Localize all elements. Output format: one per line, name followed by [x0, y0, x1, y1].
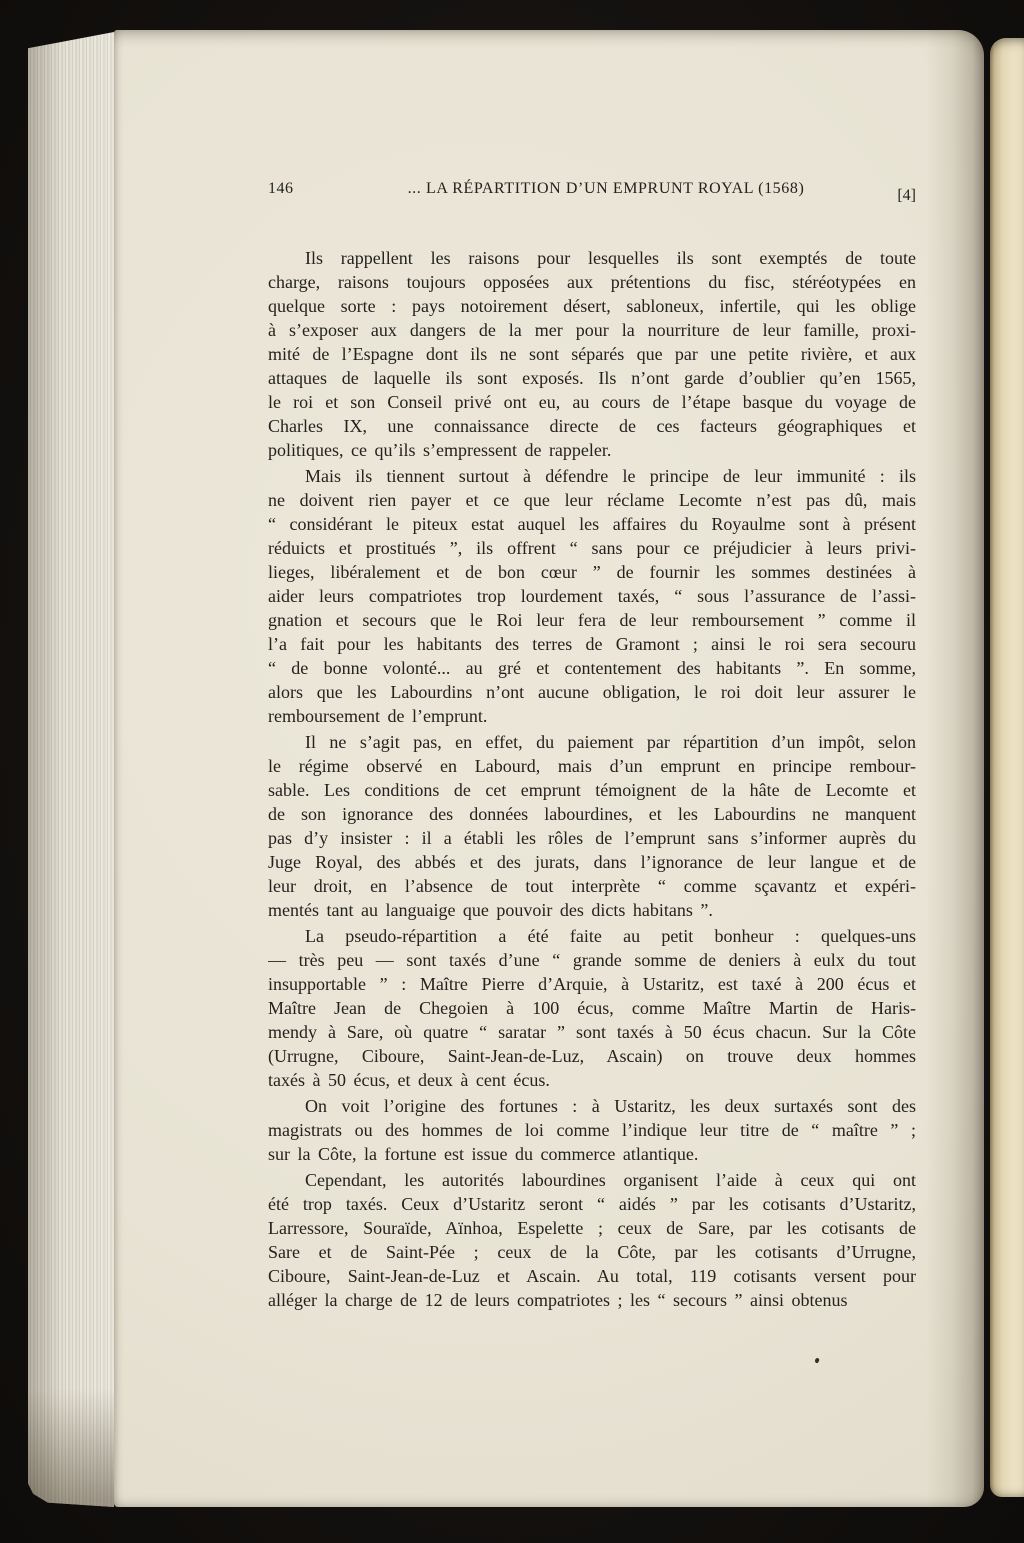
text-line: sable. Les conditions de cet emprunt témoignent de la hâte de Lecomte et [268, 780, 916, 800]
book-page [114, 30, 984, 1507]
text-line: charge, raisons toujours opposées aux prétentions du fisc, stéréotypées en [268, 272, 916, 292]
text-line: leur droit, en l’absence de tout interprète “ comme sçavantz et expéri- [268, 876, 916, 896]
text-line: “ de bonne volonté... au gré et contentement des habitants ”. En somme, [268, 658, 916, 678]
text-line: réduicts et prostitués ”, ils offrent “ sans pour ce préjudicier à leurs privi- [268, 538, 916, 558]
page-fore-edge-stack [28, 32, 114, 1507]
running-title: ... LA RÉPARTITION D’UN EMPRUNT ROYAL (1568) [407, 180, 805, 197]
text-line: été trop taxés. Ceux d’Ustaritz seront “ aidés ” par les cotisants d’Ustaritz, [268, 1194, 916, 1214]
page-header [268, 180, 916, 204]
text-line: gnation et secours que le Roi leur fera de leur remboursement ” comme il [268, 610, 916, 630]
text-line: Ils rappellent les raisons pour lesquelles ils sont exemptés de toute [305, 248, 916, 268]
text-line: Sare et de Saint-Pée ; ceux de la Côte, par les cotisants d’Urrugne, [268, 1242, 916, 1262]
text-line: quelque sorte : pays notoirement désert, sabloneux, infertile, qui les oblige [268, 296, 916, 316]
text-line: “ considérant le piteux estat auquel les affaires du Royaulme sont à présent [268, 514, 916, 534]
text-line: à s’exposer aux dangers de la mer pour la nourriture de leur famille, proxi- [268, 320, 916, 340]
text-line: remboursement de l’emprunt. [268, 706, 488, 726]
paragraph [268, 1094, 916, 1166]
text-line: Larressore, Souraïde, Aïnhoa, Espelette ; ceux de Sare, par les cotisants de [268, 1218, 916, 1238]
text-line: de son ignorance des données labourdines, et les Labourdins ne manquent [268, 804, 916, 824]
text-line: Mais ils tiennent surtout à défendre le principe de leur immunité : ils [305, 466, 916, 486]
text-line: ne doivent rien payer et ce que leur réclame Lecomte n’est pas dû, mais [268, 490, 916, 510]
text-line: (Urrugne, Ciboure, Saint-Jean-de-Luz, Ascain) on trouve deux hommes [268, 1046, 916, 1066]
text-line: mité de l’Espagne dont ils ne sont séparés que par une petite rivière, et aux [268, 344, 916, 364]
text-line: Charles IX, une connaissance directe de ces facteurs géographiques et [268, 416, 916, 436]
text-line: Juge Royal, des abbés et des jurats, dans l’ignorance de leur langue et de [268, 852, 916, 872]
text-line: alors que les Labourdins n’ont aucune obligation, le roi doit leur assurer le [268, 682, 916, 702]
text-line: Il ne s’agit pas, en effet, du paiement par répartition d’un impôt, selon [305, 732, 916, 752]
text-line: magistrats ou des hommes de loi comme l’indique leur titre de “ maître ” ; [268, 1120, 916, 1140]
facing-page-edge [990, 38, 1024, 1497]
text-line: On voit l’origine des fortunes : à Ustaritz, les deux surtaxés sont des [305, 1096, 916, 1116]
text-line: sur la Côte, la fortune est issue du commerce atlantique. [268, 1144, 699, 1164]
paragraph [268, 730, 916, 922]
text-line: aider leurs compatriotes trop lourdement taxés, “ sous l’assurance de l’assi- [268, 586, 916, 606]
paragraph [268, 246, 916, 462]
text-line: le régime observé en Labourd, mais d’un emprunt en principe rembour- [268, 756, 916, 776]
text-line: Maître Jean de Chegoien à 100 écus, comme Maître Martin de Haris- [268, 998, 916, 1018]
text-body [268, 246, 916, 1312]
text-line: Ciboure, Saint-Jean-de-Luz et Ascain. Au total, 119 cotisants versent pour [268, 1266, 916, 1286]
ink-speck [814, 1357, 820, 1363]
text-line: mendy à Sare, où quatre “ saratar ” sont taxés à 50 écus chacun. Sur la Côte [268, 1022, 916, 1042]
gutter-shadow [926, 30, 984, 1507]
text-line: politiques, ce qu’ils s’empressent de rappeler. [268, 440, 612, 460]
paragraph [268, 1168, 916, 1312]
text-line: insupportable ” : Maître Pierre d’Arquie, à Ustaritz, est taxé à 200 écus et [268, 974, 916, 994]
text-line: taxés à 50 écus, et deux à cent écus. [268, 1070, 550, 1090]
text-line: Cependant, les autorités labourdines organisent l’aide à ceux qui ont [305, 1170, 916, 1190]
text-line: le roi et son Conseil privé ont eu, au cours de l’étape basque du voyage de [268, 392, 916, 412]
page-number: 146 [268, 180, 294, 197]
paragraph [268, 924, 916, 1092]
text-line: La pseudo-répartition a été faite au petit bonheur : quelques-uns [305, 926, 916, 946]
text-line: attaques de laquelle ils sont exposés. Ils n’ont garde d’oublier qu’en 1565, [268, 368, 916, 388]
paragraph [268, 464, 916, 728]
section-marker: [4] [897, 187, 916, 204]
text-line: lieges, libéralement et de bon cœur ” de fournir les sommes destinées à [268, 562, 916, 582]
text-line: l’a fait pour les habitants des terres de Gramont ; ainsi le roi sera secouru [268, 634, 916, 654]
text-line: — très peu — sont taxés d’une “ grande somme de deniers à eulx du tout [268, 950, 916, 970]
text-line: mentés tant au languaige que pouvoir des dicts habitans ”. [268, 900, 713, 920]
text-line: pas d’y insister : il a établi les rôles de l’emprunt sans s’informer auprès du [268, 828, 916, 848]
text-line: alléger la charge de 12 de leurs compatriotes ; les “ secours ” ainsi obtenus [268, 1290, 848, 1310]
